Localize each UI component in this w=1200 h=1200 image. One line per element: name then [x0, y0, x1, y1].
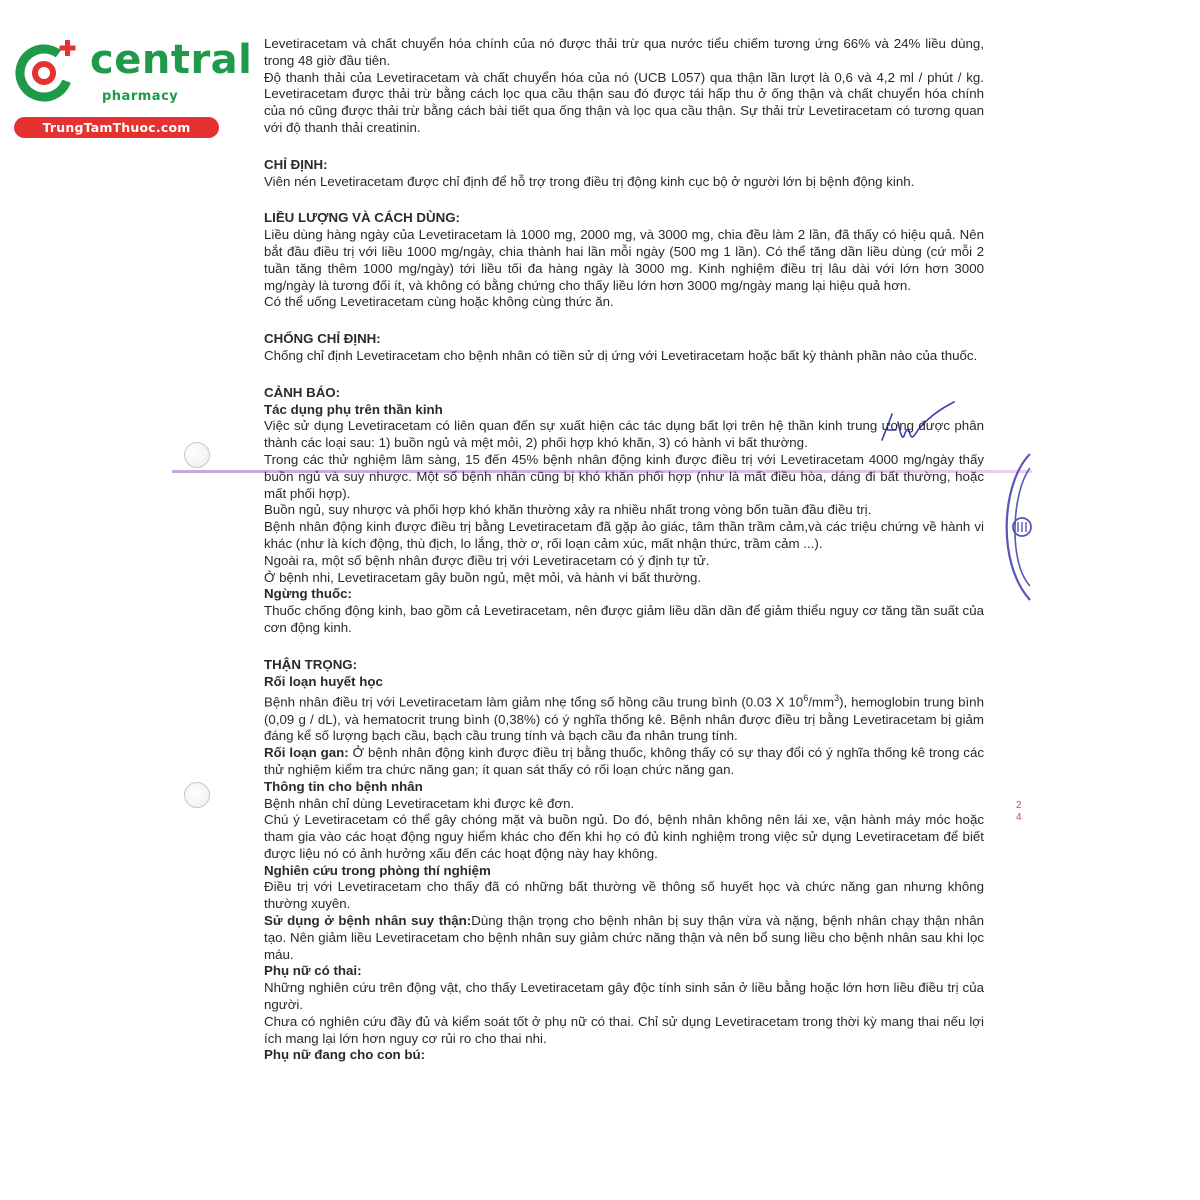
brand-logo [10, 36, 253, 136]
text-run: Ở bệnh nhân động kinh được điều trị bằng thuốc, không thấy có sự thay đổi có ý nghĩa thống kê trong các thử nghiệm kiểm tra chức năng gan; ít quan sát thấy có rối loạn chức năng gan. [264, 745, 984, 777]
text-run: ), hemoglobin trung bình (0,09 g / dL), và hematocrit trung bình (0,38%) có ý nghĩa thống kê. Bệnh nhân được điều trị bằng Levetiracetam bị giảm đáng kể số lượng bạch cầu, bạch cầu trung tính và bạch cầu đa nhân trung tính. [264, 694, 984, 744]
paragraph: Chú ý Levetiracetam có thể gây chóng mặt và buồn ngủ. Do đó, bệnh nhân không nên lái xe, vận hành máy móc hoặc tham gia vào các hoạt động nguy hiểm khác cho đến khi họ có đủ kinh nghiệm trong việc sử dụng Levetiracetam để biết được liệu nó có ảnh hưởng xấu đến các hoạt động này hay không. [264, 812, 984, 861]
paragraph: Buồn ngủ, suy nhược và phối hợp khó khăn thường xảy ra nhiều nhất trong vòng bốn tuần đầu điều trị. [264, 502, 872, 518]
stamp [992, 452, 1032, 602]
subsection-heading: Nghiên cứu trong phòng thí nghiệm [264, 862, 491, 878]
paragraph: Có thể uống Levetiracetam cùng hoặc không cùng thức ăn. [264, 294, 614, 310]
inline-heading: Sử dụng ở bệnh nhân suy thận: [264, 913, 472, 929]
subsection-heading: Rối loạn huyết học [264, 673, 383, 689]
brand-subtitle: pharmacy [102, 89, 179, 104]
subsection-heading: Ngừng thuốc: [264, 586, 352, 602]
paragraph: Viên nén Levetiracetam được chỉ định để hỗ trợ trong điều trị động kinh cục bộ ở người lớn bị bệnh động kinh. [264, 173, 915, 189]
section-heading: CHỈ ĐỊNH: [264, 156, 328, 172]
subsection-heading: Thông tin cho bệnh nhân [264, 778, 423, 794]
paragraph: Thuốc chống động kinh, bao gồm cả Levetiracetam, nên được giảm liều dần dần để giảm thiểu nguy cơ tăng tần suất của cơn động kinh. [264, 603, 984, 635]
paragraph [264, 913, 984, 963]
paragraph: Levetiracetam và chất chuyển hóa chính của nó được thải trừ qua nước tiểu chiếm tương ứng 66% và 24% liều dùng, trong 48 giờ đầu tiên. [264, 36, 984, 68]
paragraph: Bệnh nhân động kinh được điều trị bằng Levetiracetam đã gặp ảo giác, tâm thần trầm cảm,và các triệu chứng về hành vi khác (như là kích động, thù địch, lo lắng, thờ ơ, rối loạn cảm xúc, mất nhận thức, trầm cảm ...). [264, 519, 984, 551]
paragraph: Ở bệnh nhi, Levetiracetam gây buồn ngủ, mệt mỏi, và hành vi bất thường. [264, 569, 702, 585]
section-heading: CHỐNG CHỈ ĐỊNH: [264, 331, 381, 347]
paragraph: Những nghiên cứu trên động vật, cho thấy Levetiracetam gây độc tính sinh sản ở liều bằng hoặc lớn hơn liều điều trị của người. [264, 980, 984, 1013]
subsection-heading: Tác dụng phụ trên thần kinh [264, 401, 443, 417]
paragraph: Chưa có nghiên cứu đầy đủ và kiểm soát tốt ở phụ nữ có thai. Chỉ sử dụng Levetiracetam trong thời kỳ mang thai nếu lợi ích mang lại lớn hơn nguy cơ rủi ro cho thai nhi. [264, 1013, 984, 1046]
paragraph: Trong các thử nghiệm lâm sàng, 15 đến 45% bệnh nhân động kinh được điều trị với Levetiracetam 4000 mg/ngày thấy buồn ngủ và suy nhược. Một số bệnh nhân cũng bị khó khăn phối hợp (như là mất điều hòa, dáng đi bất thường, hoặc mất phối hợp). [264, 451, 984, 501]
section-heading: LIỀU LƯỢNG VÀ CÁCH DÙNG: [264, 210, 460, 226]
margin-mark: 2 4 [1016, 800, 1022, 823]
central-pharmacy-logo-icon [10, 36, 90, 106]
paragraph: Việc sử dụng Levetiracetam có liên quan đến sự xuất hiện các tác dụng bất lợi trên hệ thần kinh trung ương được phân thành các loại sau: 1) buồn ngủ và mệt mỏi, 2) phối hợp khó khăn, 3) có hành vi bất thường. [264, 418, 984, 451]
paragraph: Bệnh nhân chỉ dùng Levetiracetam khi được kê đơn. [264, 795, 575, 811]
paragraph: Ngoài ra, một số bệnh nhân được điều trị với Levetiracetam có ý định tự tử. [264, 552, 710, 568]
site-url-banner[interactable]: TrungTamThuoc.com [14, 117, 219, 138]
inline-heading: Rối loạn gan: [264, 745, 349, 761]
subsection-heading: Phụ nữ có thai: [264, 963, 362, 979]
section-heading: CẢNH BÁO: [264, 384, 341, 400]
subsection-heading: Phụ nữ đang cho con bú: [264, 1047, 426, 1063]
paragraph: Độ thanh thải của Levetiracetam và chất chuyển hóa của nó (UCB L057) qua thận lần lượt là 0,6 và 4,2 ml / phút / kg. Levetiracetam được thải trừ bằng cách lọc qua cầu thận sau đó được tái hấp thu ở ống thận và chất chuyển hóa chính của nó cũng được thải trừ bằng cách bài tiết qua ống thận và lọc qua cầu thận. Sự thải trừ Levetiracetam có tương quan với độ thanh thải creatinin. [264, 69, 984, 135]
text-run: /mm [808, 694, 835, 710]
brand-name: central [90, 37, 253, 83]
superscript: 3 [834, 693, 840, 704]
paragraph [264, 690, 984, 745]
superscript: 6 [803, 693, 809, 704]
punch-hole [184, 782, 210, 808]
paragraph: Chống chỉ định Levetiracetam cho bệnh nhân có tiền sử dị ứng với Levetiracetam hoặc bất kỳ thành phần nào của thuốc. [264, 347, 978, 363]
paragraph: Điều trị với Levetiracetam cho thấy đã có những bất thường về thông số huyết học và chức năng gan nhưng không thường xuyên. [264, 879, 984, 912]
text-run: Bệnh nhân điều trị với Levetiracetam làm giảm nhẹ tổng số hồng cầu trung bình (0.03 X 10 [264, 694, 804, 710]
document-body [264, 36, 984, 1064]
punch-hole [184, 442, 210, 468]
section-heading: THẬN TRỌNG: [264, 656, 358, 672]
text-run: Dùng thận trọng cho bệnh nhân bị suy thận vừa và nặng, bệnh nhân chạy thận nhân tạo. Nên giảm liều Levetiracetam cho bệnh nhân suy giảm chức năng thận và nên bổ sung liều cho bệnh nhân sau khi lọc máu. [264, 913, 984, 962]
paragraph: Liều dùng hàng ngày của Levetiracetam là 1000 mg, 2000 mg, và 3000 mg, chia đều làm 2 lần, đã thấy có hiệu quả. Nên bắt đầu điều trị với liều 1000 mg/ngày, chia thành hai lần mỗi ngày (500 mg 1 lần). Có thể tăng dần liều dùng (cứ mỗi 2 tuần tăng thêm 1000 mg/ngày) tới liều tối đa hàng ngày là 3000 mg. Kinh nghiệm điều trị lâu dài với lớn hơn 3000 mg/ngày là tương đối ít, và không có bằng chứng cho thấy liều lớn hơn 3000 mg/ngày mang lại hiệu quả hơn. [264, 227, 984, 293]
paragraph [264, 745, 984, 779]
